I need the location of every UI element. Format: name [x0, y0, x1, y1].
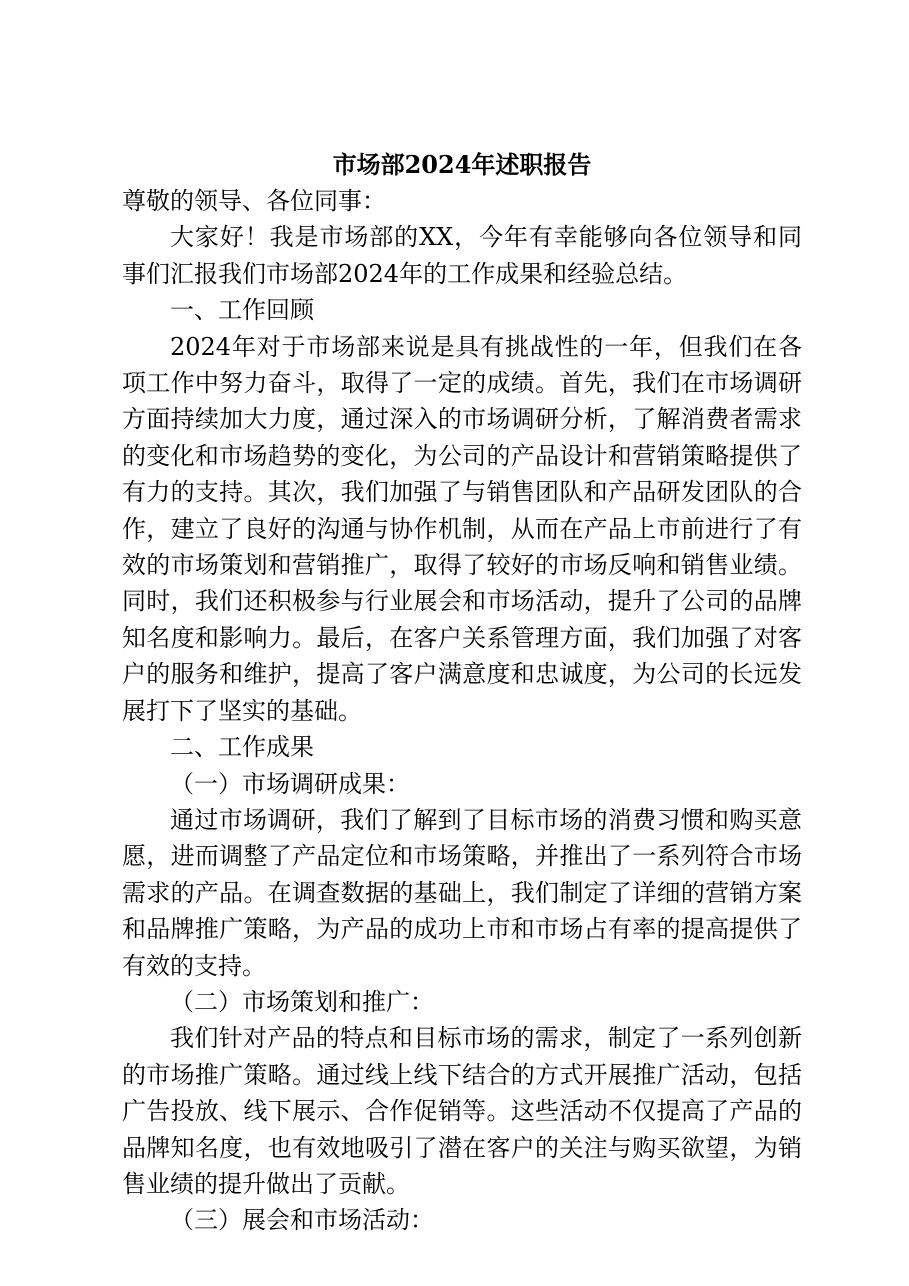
document-body: [122, 147, 802, 1239]
subsection-heading-exhibitions: （三）展会和市场活动：: [170, 1206, 434, 1235]
intro-paragraph: 大家好！我是市场部的XX，今年有幸能够向各位领导和同事们汇报我们市场部2024年的工作成果和经验总结。: [122, 223, 802, 288]
document-title: 市场部2024年述职报告: [332, 150, 592, 179]
review-paragraph: 2024年对于市场部来说是具有挑战性的一年，但我们在各项工作中努力奋斗，取得了一定的成绩。首先，我们在市场调研方面持续加大力度，通过深入的市场调研分析，了解消费者需求的变化和市场趋势的变化，为公司的产品设计和营销策略提供了有力的支持。其次，我们加强了与销售团队和产品研发团队的合作，建立了良好的沟通与协作机制，从而在产品上市前进行了有效的市场策划和营销推广，取得了较好的市场反响和销售业绩。同时，我们还积极参与行业展会和市场活动，提升了公司的品牌知名度和影响力。最后，在客户关系管理方面，我们加强了对客户的服务和维护，提高了客户满意度和忠诚度，为公司的长远发展打下了坚实的基础。: [122, 332, 802, 725]
subsection-heading-promotion: （二）市场策划和推广：: [170, 987, 434, 1016]
promotion-paragraph: 我们针对产品的特点和目标市场的需求，制定了一系列创新的市场推广策略。通过线上线下结合的方式开展推广活动，包括广告投放、线下展示、合作促销等。这些活动不仅提高了产品的品牌知名度，也有效地吸引了潜在客户的关注与购买欲望，为销售业绩的提升做出了贡献。: [122, 1024, 802, 1198]
section-heading-results: 二、工作成果: [170, 733, 314, 762]
greeting: 尊敬的领导、各位同事：: [122, 187, 386, 215]
subsection-heading-research: （一）市场调研成果：: [170, 769, 410, 798]
research-paragraph: 通过市场调研，我们了解到了目标市场的消费习惯和购买意愿，进而调整了产品定位和市场策略，并推出了一系列符合市场需求的产品。在调查数据的基础上，我们制定了详细的营销方案和品牌推广策略，为产品的成功上市和市场占有率的提高提供了有效的支持。: [122, 805, 802, 980]
section-heading-review: 一、工作回顾: [170, 296, 314, 325]
